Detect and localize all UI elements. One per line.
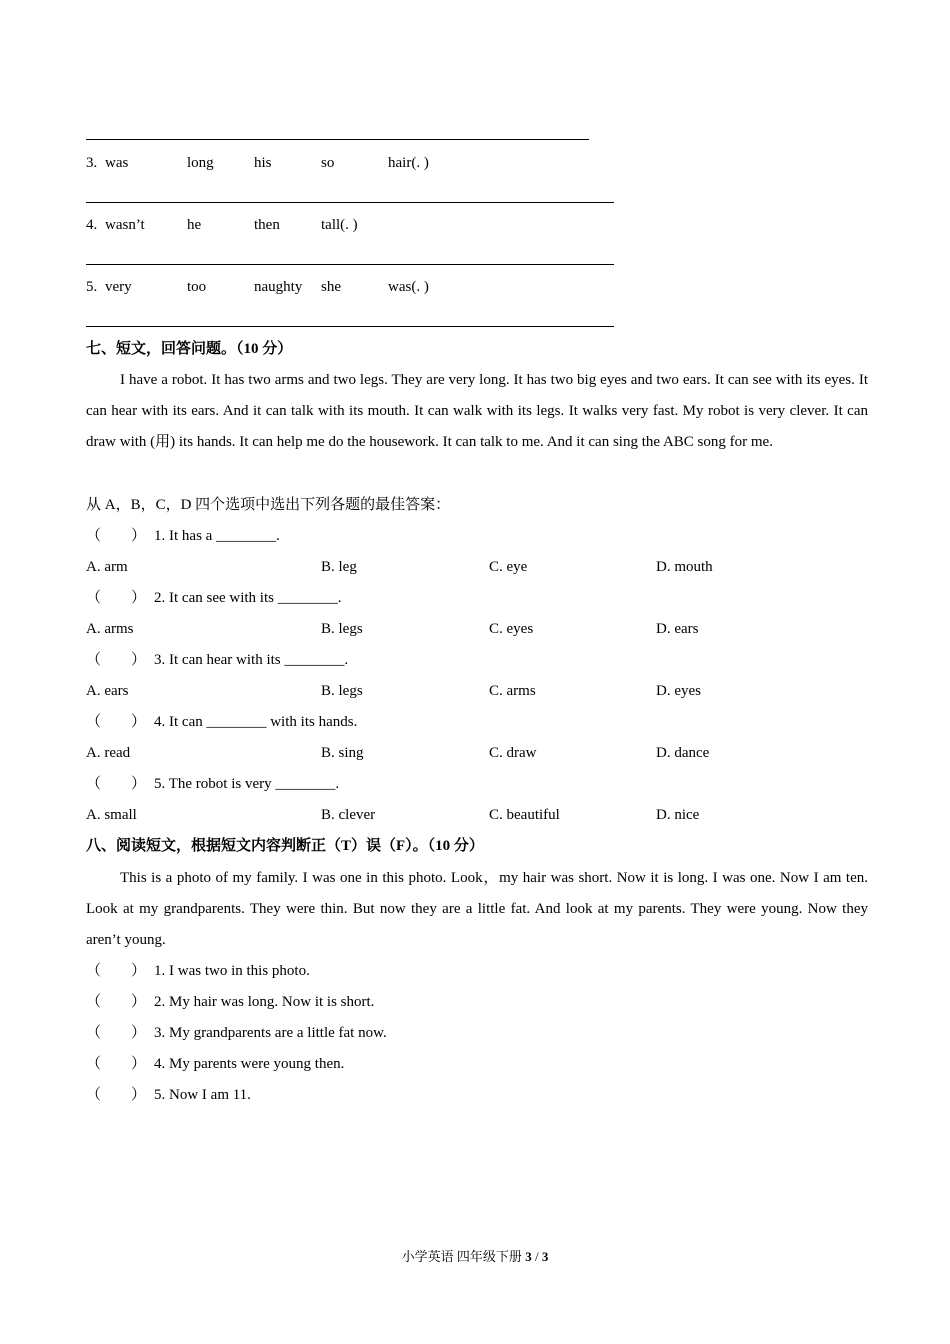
footer-label: 小学英语 四年级下册	[401, 1249, 522, 1264]
section7-passage: I have a robot. It has two arms and two legs. They are very long. It has two big eyes and two ears. It can see with its eyes. It can hear with its ears. And it can talk with its mouth. It can walk with its legs. It walks very fast. My robot is very clever. It can draw with (用) its hands. It can help me do the housework. It can talk to me. And it can sing the ABC song for me.	[86, 372, 868, 450]
item-number: 5.	[86, 279, 98, 295]
answer-blank[interactable]: （ ）	[86, 1025, 147, 1041]
option-c: C. eyes	[489, 621, 534, 637]
page-total: 3	[541, 1249, 549, 1264]
statement-text: 1. I was two in this photo.	[154, 963, 310, 979]
word: naughty	[254, 279, 303, 295]
item-number: 3.	[86, 155, 98, 171]
answer-blank[interactable]: （ ）	[86, 652, 147, 668]
answer-blank[interactable]: （ ）	[86, 714, 147, 730]
answer-line-4[interactable]	[86, 264, 614, 265]
word: tall(. )	[321, 217, 358, 233]
answer-blank[interactable]: （ ）	[86, 528, 147, 544]
word: his	[254, 155, 272, 171]
option-d: D. eyes	[656, 683, 701, 699]
option-b: B. legs	[321, 683, 363, 699]
option-c: C. arms	[489, 683, 536, 699]
option-d: D. dance	[656, 745, 710, 761]
statement-text: 5. Now I am 11.	[154, 1087, 251, 1103]
answer-line-3[interactable]	[86, 202, 614, 203]
word: hair(. )	[388, 155, 429, 171]
word: was	[105, 155, 129, 171]
item-number: 4.	[86, 217, 98, 233]
word: very	[105, 279, 132, 295]
page-number: 3	[525, 1249, 532, 1264]
word: wasn’t	[105, 217, 145, 233]
option-d: D. ears	[656, 621, 699, 637]
option-b: B. clever	[321, 807, 376, 823]
option-a: A. small	[86, 807, 137, 823]
page-separator: /	[534, 1249, 539, 1264]
question-stem: 5. The robot is very ________.	[154, 776, 340, 792]
word: then	[254, 217, 280, 233]
option-a: A. arm	[86, 559, 128, 575]
question-stem: 4. It can ________ with its hands.	[154, 714, 358, 730]
word: she	[321, 279, 341, 295]
word: was(. )	[388, 279, 429, 295]
answer-line-5[interactable]	[86, 326, 614, 327]
option-b: B. legs	[321, 621, 363, 637]
question-stem: 3. It can hear with its ________.	[154, 652, 349, 668]
statement-text: 3. My grandparents are a little fat now.	[154, 1025, 387, 1041]
option-a: A. arms	[86, 621, 134, 637]
word: he	[187, 217, 202, 233]
option-b: B. leg	[321, 559, 357, 575]
word: long	[187, 155, 214, 171]
page-footer	[0, 1246, 950, 1265]
option-c: C. eye	[489, 559, 528, 575]
answer-blank[interactable]: （ ）	[86, 776, 147, 792]
option-d: D. nice	[656, 807, 700, 823]
option-a: A. ears	[86, 683, 129, 699]
statement-text: 2. My hair was long. Now it is short.	[154, 994, 375, 1010]
option-b: B. sing	[321, 745, 364, 761]
option-d: D. mouth	[656, 559, 713, 575]
word: so	[321, 155, 335, 171]
option-c: C. draw	[489, 745, 537, 761]
answer-line-2[interactable]	[86, 139, 589, 140]
section7-instruction: 从 A，B，C，D 四个选项中选出下列各题的最佳答案：	[86, 497, 451, 513]
question-stem: 1. It has a ________.	[154, 528, 280, 544]
option-c: C. beautiful	[489, 807, 560, 823]
answer-blank[interactable]: （ ）	[86, 1056, 147, 1072]
statement-text: 4. My parents were young then.	[154, 1056, 345, 1072]
section8-heading: 八、阅读短文，根据短文内容判断正（T）误（F）。（10 分）	[86, 838, 484, 854]
question-stem: 2. It can see with its ________.	[154, 590, 342, 606]
section8-passage: This is a photo of my family. I was one in this photo. Look，my hair was short. Now it is long. I was one. Now I am ten. Look at my grandparents. They were thin. But now they are a little fat. And look at my parents. They were young. Now they aren’t young.	[86, 870, 868, 948]
answer-blank[interactable]: （ ）	[86, 994, 147, 1010]
answer-blank[interactable]: （ ）	[86, 590, 147, 606]
answer-blank[interactable]: （ ）	[86, 1087, 147, 1103]
section7-heading: 七、短文，回答问题。（10 分）	[86, 341, 293, 357]
option-a: A. read	[86, 745, 131, 761]
word: too	[187, 279, 207, 295]
answer-blank[interactable]: （ ）	[86, 963, 147, 979]
